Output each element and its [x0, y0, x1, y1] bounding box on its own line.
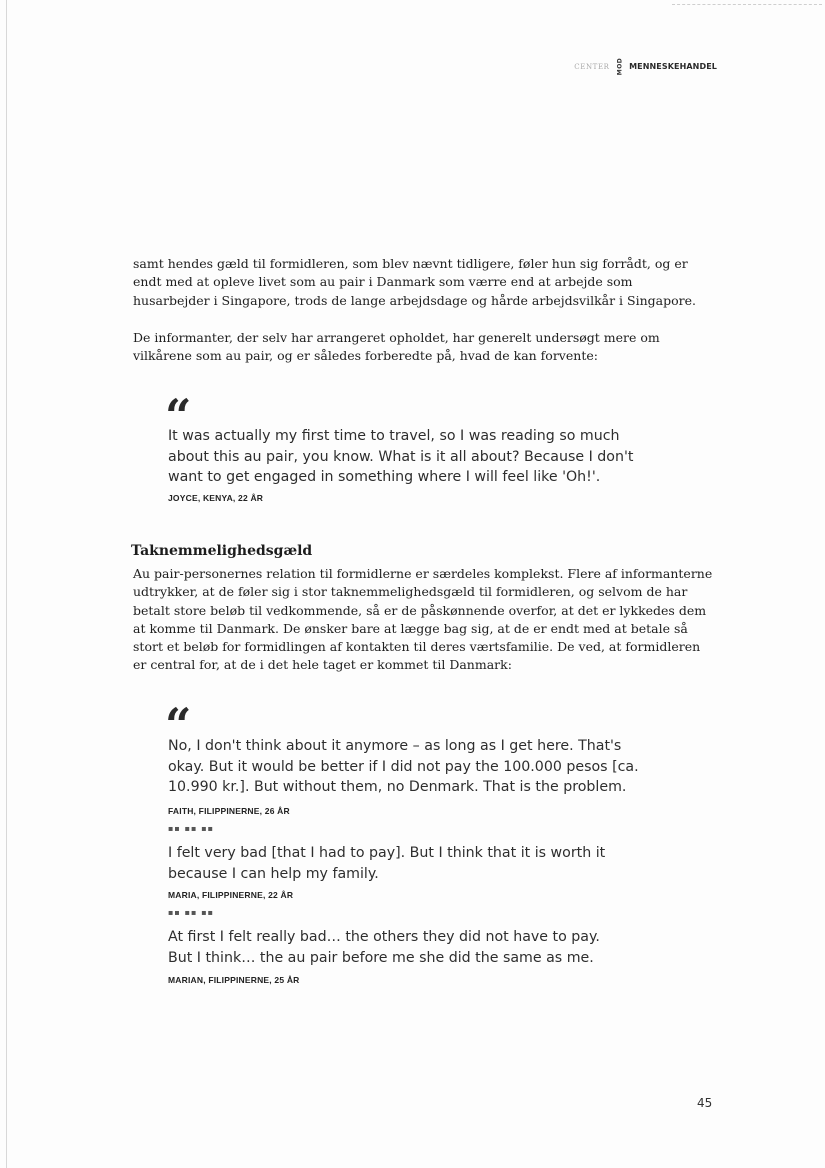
body-paragraph-3	[133, 565, 713, 675]
header-organization: MENNESKEHANDEL	[629, 62, 717, 71]
section-heading: Taknemmelighedsgæld	[131, 543, 313, 559]
quote-text: No, I don't think about it anymore – as long as I get here. That's okay. But it would be better if I did not pay the 100.000 pesos [ca. 10.990 kr.]. But without them, no Denmark. That is the problem.	[168, 738, 639, 796]
quote-attribution-3: MARIA, FILIPPINERNE, 22 ÅR	[168, 890, 294, 900]
quote-text: It was actually my first time to travel, so I was reading so much about this au pair, you know. What is it all about? Because I don't want to get engaged in something where I will feel like 'Oh!'.	[168, 428, 634, 486]
quote-block-2	[168, 736, 648, 798]
page-number: 45	[697, 1096, 713, 1110]
quote-mark-icon: “	[165, 698, 189, 752]
quote-block-4	[168, 927, 608, 968]
paragraph-text: samt hendes gæld til formidleren, som blev nævnt tidligere, føler hun sig forrådt, og er endt med at opleve livet som au pair i Danmark som værre end at arbejde som husarbejder i Singapore, trods de lange arbejdsdage og hårde arbejdsvilkår i Singapore.	[133, 256, 696, 308]
paragraph-text: Au pair-personernes relation til formidlerne er særdeles komplekst. Flere af informanterne udtrykker, at de føler sig i stor taknemmelighedsgæld til formidleren, og selvom de har betalt store beløb til vedkommende, så er de påskønnende overfor, at det er lykkedes dem at komme til Danmark. De ønsker bare at lægge bag sig, at de er endt med at betale så stort et beløb for formidlingen af kontakten til deres værtsfamilie. De ved, at formidleren er central for, at de i det hele taget er kommet til Danmark:	[133, 566, 713, 673]
page-edge-line	[6, 0, 7, 1168]
header-center-text: CENTER	[574, 62, 610, 71]
header-mod-text: MOD	[615, 57, 623, 76]
quote-block-3	[168, 843, 618, 884]
quote-attribution-1: JOYCE, KENYA, 22 ÅR	[168, 493, 264, 503]
quote-attribution-2: FAITH, FILIPPINERNE, 26 ÅR	[168, 806, 290, 816]
body-paragraph-1	[133, 255, 713, 310]
running-header	[574, 57, 717, 76]
quote-text: I felt very bad [that I had to pay]. But I think that it is worth it because I can help my family.	[168, 845, 606, 882]
quote-separator: ▪▪ ▪▪ ▪▪	[168, 908, 215, 917]
quote-text: At first I felt really bad… the others they did not have to pay. But I think… the au pair before me she did the same as me.	[168, 929, 600, 966]
quote-attribution-4: MARIAN, FILIPPINERNE, 25 ÅR	[168, 975, 300, 985]
quote-mark-icon: “	[165, 389, 189, 443]
body-paragraph-2	[133, 329, 713, 366]
scan-artifact-line	[672, 4, 822, 5]
paragraph-text: De informanter, der selv har arrangeret opholdet, har generelt undersøgt mere om vilkårene som au pair, og er således forberedte på, hvad de kan forvente:	[133, 330, 660, 364]
quote-separator: ▪▪ ▪▪ ▪▪	[168, 824, 215, 833]
quote-block-1	[168, 426, 638, 488]
